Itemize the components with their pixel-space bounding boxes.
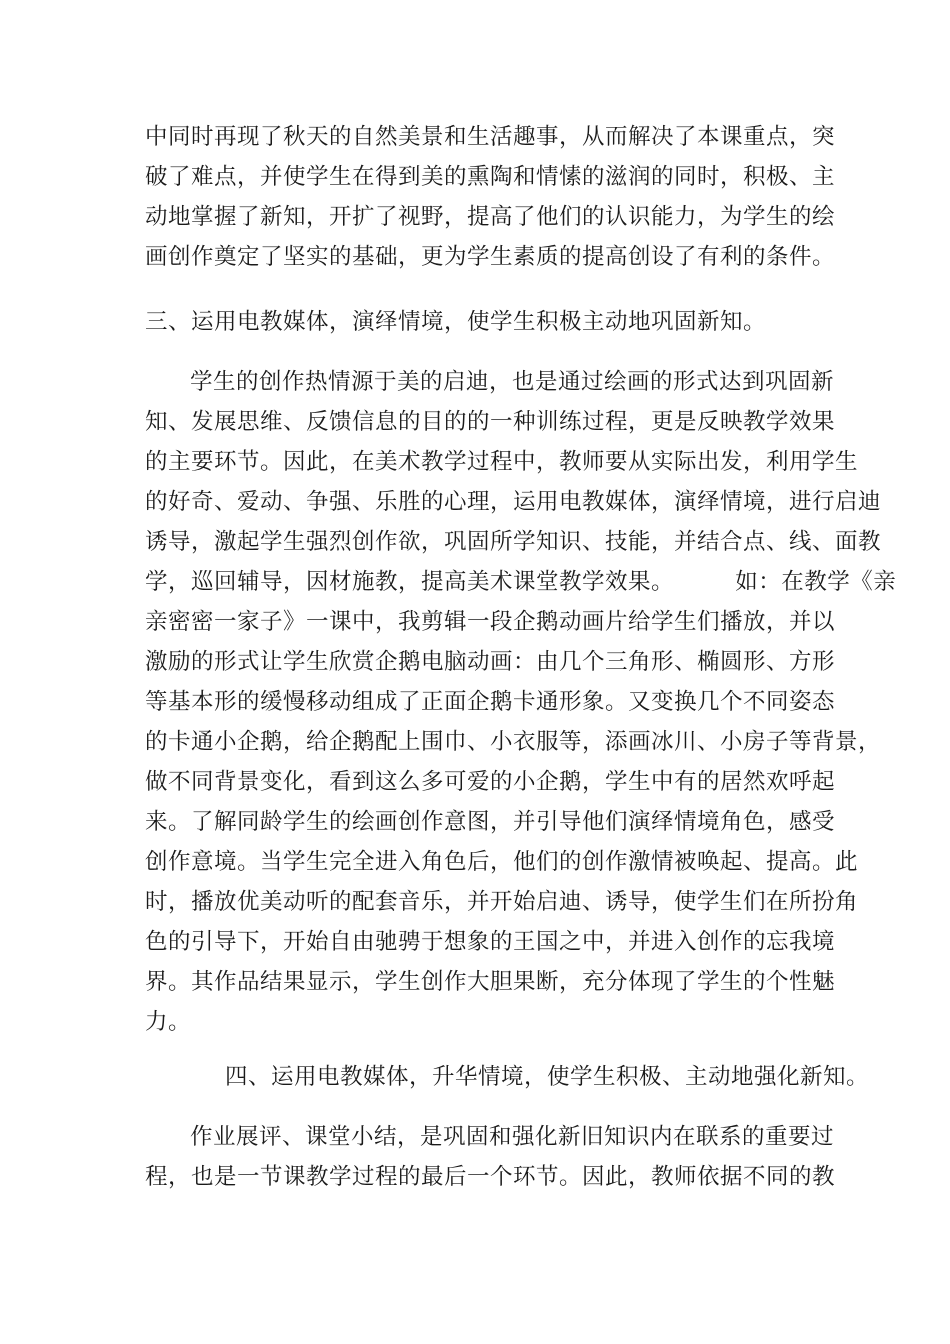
paragraph-line: 学生的创作热情源于美的启迪，也是通过绘画的形式达到巩固新 (190, 369, 835, 395)
paragraph-line: 动地掌握了新知，开扩了视野，提高了他们的认识能力，为学生的绘 (145, 204, 836, 230)
paragraph-line: 诱导，激起学生强烈创作欲，巩固所学知识、技能，并结合点、线、面教 (145, 529, 882, 555)
paragraph-3 (145, 362, 897, 1042)
paragraph-line: 等基本形的缓慢移动组成了正面企鹅卡通形象。又变换几个不同姿态 (145, 689, 836, 715)
section-heading-4: 四、运用电教媒体，升华情境，使学生积极、主动地强化新知。 (225, 1064, 870, 1090)
paragraph-line: 时，播放优美动听的配套音乐，并开始启迪、诱导，使学生们在所扮角 (145, 889, 859, 915)
paragraph-line: 的卡通小企鹅，给企鹅配上围巾、小衣服等，添画冰川、小房子等背景， (145, 729, 882, 755)
paragraph-line: 的主要环节。因此，在美术教学过程中，教师要从实际出发，利用学生 (145, 449, 859, 475)
paragraph-line: 界。其作品结果显示，学生创作大胆果断，充分体现了学生的个性魅 (145, 969, 836, 995)
paragraph-4 (145, 1117, 836, 1197)
paragraph-line: 画创作奠定了坚实的基础，更为学生素质的提高创设了有利的条件。 (145, 244, 836, 270)
paragraph-line: 作业展评、课堂小结，是巩固和强化新旧知识内在联系的重要过 (190, 1124, 835, 1150)
paragraph-line: 激励的形式让学生欣赏企鹅电脑动画：由几个三角形、椭圆形、方形 (145, 649, 836, 675)
paragraph-line: 知、发展思维、反馈信息的目的的一种训练过程，更是反映教学效果 (145, 409, 836, 435)
paragraph-line: 的好奇、爱动、争强、乐胜的心理，运用电教媒体，演绎情境，进行启迪 (145, 489, 882, 515)
paragraph-intro (145, 117, 836, 277)
section-heading-3: 三、运用电教媒体，演绎情境，使学生积极主动地巩固新知。 (145, 309, 767, 335)
paragraph-line: 中同时再现了秋天的自然美景和生活趣事，从而解决了本课重点，突 (145, 124, 836, 150)
paragraph-line: 力。 (145, 1009, 192, 1035)
paragraph-line: 创作意境。当学生完全进入角色后，他们的创作激情被唤起、提高。此 (145, 849, 859, 875)
paragraph-line: 色的引导下，开始自由驰骋于想象的王国之中，并进入创作的忘我境 (145, 929, 836, 955)
paragraph-line: 来。了解同龄学生的绘画创作意图，并引导他们演绎情境角色，感受 (145, 809, 836, 835)
section-heading-3-block (145, 302, 820, 342)
section-heading-4-block (145, 1057, 870, 1097)
paragraph-line: 亲密密一家子》一课中，我剪辑一段企鹅动画片给学生们播放，并以 (145, 609, 836, 635)
paragraph-line: 学，巡回辅导，因材施教，提高美术课堂教学效果。 如：在教学《亲 (145, 569, 897, 595)
paragraph-line: 做不同背景变化，看到这么多可爱的小企鹅，学生中有的居然欢呼起 (145, 769, 836, 795)
paragraph-line: 破了难点，并使学生在得到美的熏陶和情愫的滋润的同时，积极、主 (145, 164, 836, 190)
paragraph-line: 程，也是一节课教学过程的最后一个环节。因此，教师依据不同的教 (145, 1164, 836, 1190)
